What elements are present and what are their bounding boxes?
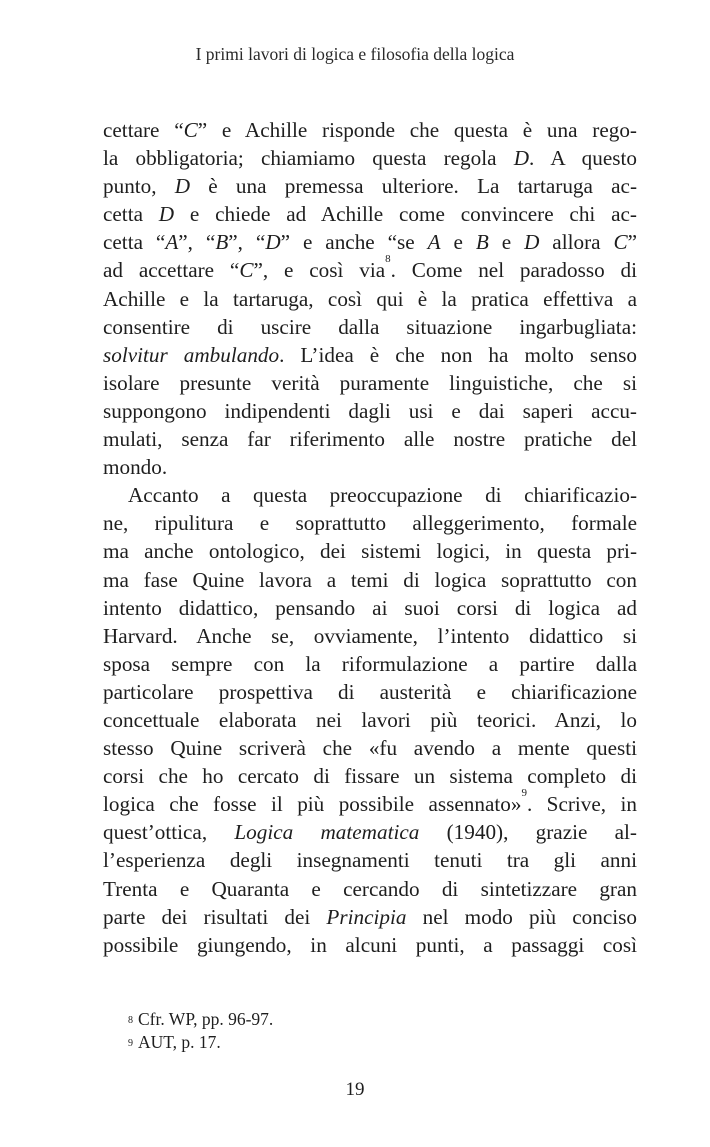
text-run: . Come nel paradosso di (390, 258, 637, 283)
text-line (103, 144, 637, 172)
italic-text: D (265, 230, 281, 255)
text-line (103, 875, 637, 903)
footnote (128, 1031, 273, 1054)
text-run: Achille e la tartaruga, così qui è la pratica effettiva a (103, 286, 637, 311)
text-line (103, 313, 637, 341)
footnote-number: 8 (128, 1015, 133, 1026)
text-run: sposa sempre con la riformulazione a partire dalla (103, 651, 637, 676)
text-line (103, 787, 637, 818)
text-line (103, 509, 637, 537)
text-run: logica che fosse il più possibile assennato» (103, 792, 522, 817)
text-run: mondo. (103, 455, 168, 480)
text-run: ”, “ (228, 230, 266, 255)
text-line (103, 453, 637, 481)
italic-text: D (513, 146, 530, 171)
italic-text: C (613, 230, 628, 255)
text-line (103, 341, 637, 369)
running-header: I primi lavori di logica e filosofia della logica (195, 44, 515, 64)
text-run: (1940), grazie al- (419, 820, 637, 845)
text-run: punto, (103, 174, 175, 199)
text-run: isolare presunte verità puramente linguistiche, che si (103, 370, 637, 395)
text-run: ” e Achille risponde che questa è una rego- (197, 118, 637, 142)
text-line (103, 369, 637, 397)
text-run: particolare prospettiva di austerità e chiarificazione (103, 679, 637, 704)
italic-text: D (174, 174, 191, 199)
text-line (103, 397, 637, 425)
text-run: cetta “ (103, 230, 166, 255)
text-line (103, 931, 637, 959)
text-run: Harvard. Anche se, ovviamente, l’intento didattico si (103, 623, 637, 648)
text-run: ne, ripulitura e soprattutto alleggerimento, formale (103, 511, 637, 536)
text-line (103, 903, 637, 931)
text-run: e (440, 230, 476, 255)
text-run: è una premessa ulteriore. La tartaruga ac- (190, 174, 637, 199)
text-line (103, 846, 637, 874)
text-run: ad accettare “ (103, 258, 240, 283)
italic-text: A (165, 230, 179, 255)
italic-text: A (427, 230, 441, 255)
footnote-reference: 9 (521, 787, 527, 800)
text-run: Accanto a questa preoccupazione di chiarificazio- (128, 483, 637, 508)
text-run: suppongono indipendenti dagli usi e dai saperi accu- (103, 398, 637, 423)
text-run: ma anche ontologico, dei sistemi logici, in questa pri- (103, 539, 637, 564)
text-run: l’esperienza degli insegnamenti tenuti tra gli anni (103, 848, 637, 873)
text-run: concettuale elaborata nei lavori più teorici. Anzi, lo (103, 707, 637, 732)
text-run: nel modo più conciso (406, 904, 637, 929)
text-line (103, 116, 637, 144)
text-run: ”, “ (178, 230, 216, 255)
italic-text: C (183, 118, 198, 142)
text-run: cetta (103, 202, 159, 227)
italic-text: D (524, 230, 540, 255)
text-run: cettare “ (103, 118, 184, 142)
footnote-number: 9 (128, 1038, 133, 1049)
text-run: quest’ottica, (103, 820, 235, 845)
text-line (103, 537, 637, 565)
text-line (103, 253, 637, 284)
text-run: ” e anche “se (280, 230, 428, 255)
text-line (103, 762, 637, 790)
text-line (103, 622, 637, 650)
text-run: ma fase Quine lavora a temi di logica soprattutto con (103, 567, 637, 592)
text-run: e chiede ad Achille come convincere chi ac- (174, 202, 637, 227)
text-run: parte dei risultati dei (103, 904, 327, 929)
footnote-text: AUT, p. 17. (138, 1032, 221, 1052)
text-run: Trenta e Quaranta e cercando di sintetizzare gran (103, 876, 637, 901)
italic-text: B (475, 230, 489, 255)
text-line (103, 566, 637, 594)
italic-text: Principia (326, 904, 407, 929)
text-line (103, 172, 637, 200)
text-line (103, 734, 637, 762)
italic-text: Logica matematica (234, 820, 420, 845)
text-line (103, 228, 637, 256)
text-line (103, 200, 637, 228)
text-run: corsi che ho cercato di fissare un sistema completo di (103, 764, 637, 789)
italic-text: solvitur ambulando (103, 342, 280, 367)
text-line (103, 285, 637, 313)
text-line (103, 481, 637, 509)
italic-text: B (215, 230, 229, 255)
text-run: ”, e così via (253, 258, 386, 283)
text-line (103, 678, 637, 706)
text-run: intento didattico, pensando ai suoi corsi di logica ad (103, 595, 637, 620)
text-run: . Scrive, in (526, 792, 637, 817)
text-run: . A questo (529, 146, 637, 171)
text-line (103, 594, 637, 622)
text-run: consentire di uscire dalla situazione ingarbugliata: (103, 314, 637, 339)
body-text (103, 116, 637, 959)
italic-text: D (158, 202, 175, 227)
text-run: stesso Quine scriverà che «fu avendo a mente questi (103, 736, 637, 761)
text-run: . L’idea è che non ha molto senso (279, 342, 637, 367)
page-number: 19 (345, 1079, 365, 1100)
footnote-reference: 8 (385, 253, 391, 266)
text-line (103, 650, 637, 678)
text-run: la obbligatoria; chiamiamo questa regola (103, 146, 514, 171)
text-line (103, 818, 637, 846)
text-line (103, 706, 637, 734)
text-run: e (488, 230, 525, 255)
italic-text: C (239, 258, 254, 283)
footnotes (128, 1008, 273, 1054)
text-run: possibile giungendo, in alcuni punti, a passaggi così (103, 932, 637, 957)
text-run: ” (627, 230, 638, 255)
text-line (103, 425, 637, 453)
text-run: allora (539, 230, 614, 255)
footnote-text: Cfr. WP, pp. 96-97. (138, 1009, 274, 1029)
footnote (128, 1008, 273, 1031)
text-run: mulati, senza far riferimento alle nostre pratiche del (103, 427, 637, 452)
